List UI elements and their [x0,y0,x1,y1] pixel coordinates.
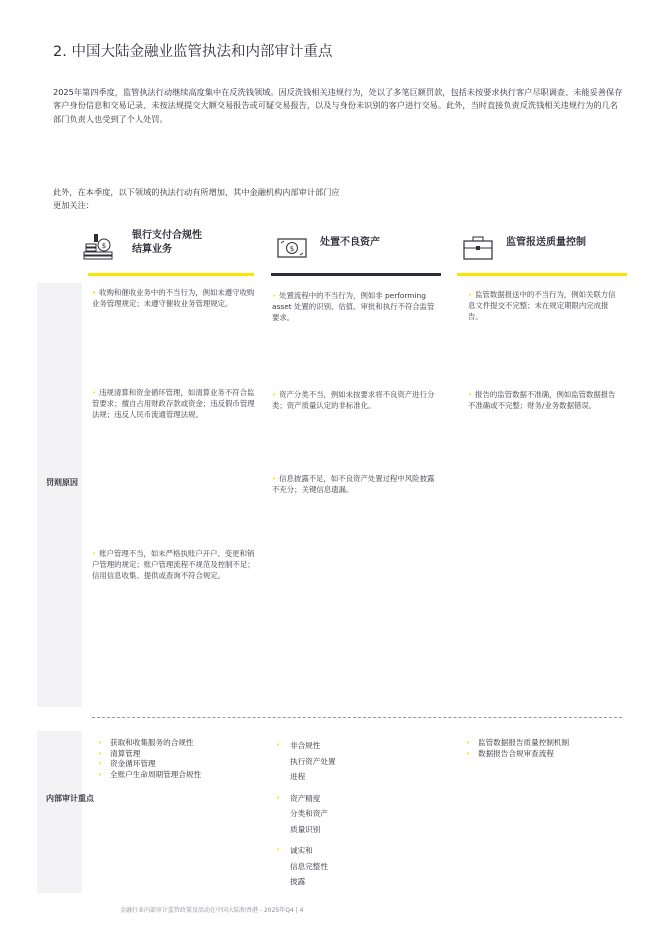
list-item: • 非合规性 执行资产处置 进程 [276,741,336,781]
penalty-cell: • 报告的监管数据不准确，例如监管数据报告不准确或不完整；财务/业务数据错误。 [468,390,616,410]
list-item: • 资金循环管理 [98,759,156,769]
briefcase-icon [462,233,494,267]
column-bar-payment [88,273,254,276]
penalty-cell: • 处置流程中的不当行为，例如非 performing asset 处置的识别、估值、审批和执行不符合监管要求。 [272,291,435,322]
column-bar-npa [271,273,441,276]
list-item: • 清算管理 [98,748,141,758]
list-item: • 监管数据报告质量控制机制 [466,738,570,747]
list-item: • 获取和收集服务的合规性 [98,738,194,747]
money-stack-icon [82,232,114,266]
column-title-payment: 银行支付合规性 结算业务 [132,230,202,255]
list-item: • 诚实和 信息完整性 披露 [276,846,328,886]
penalty-side-panel [37,283,82,707]
list-item: • 全账户生命周期管理合规性 [98,769,202,779]
lead-paragraph: 此外，在本季度，以下领域的执法行动有所增加，其中金融机构内部审计部门应更加关注： [53,187,340,210]
penalty-cell: • 信息披露不足，如不良资产处置过程中风险披露不充分；关键信息遗漏。 [272,474,435,494]
page-title: 2. 中国大陆金融业监管执法和内部审计重点 [53,44,333,60]
audit-list-npa [276,738,406,890]
column-bar-reporting [457,273,627,276]
penalty-cell: • 违规清算和资金循环管理，如清算业务不符合监管要求；擅自占用财政存款或资金；违反假币管理法规；违反人民币流通管理法规。 [92,388,255,419]
penalty-cell: • 账户管理不当，如未严格执账户开户、变更和销户管理的规定；账户管理流程不规范及控制不足；信用信息收集、提供或查询不符合规定。 [92,549,255,580]
penalty-label: 罚则原因 [46,478,78,487]
list-item: • 资产精度 分类和资产 质量识别 [276,793,328,834]
svg-text:$: $ [289,245,295,253]
page-footer: 金融行业内部审计监管政策及活动在中国大陆和香港 - 2025年Q4 | 4 [120,907,304,914]
audit-side-panel [37,731,82,893]
section-divider [92,717,622,718]
column-title-reporting: 监管报送质量控制 [506,237,586,248]
intro-paragraph: 2025年第四季度，监管执法行动继续高度集中在反洗钱领域。因反洗钱相关违规行为，处以了多笔巨额罚款，包括未按要求执行客户尽职调查、未能妥善保存客户身份信息和交易记录、未按法规提交大额交易报告或可疑交易报告，以及与身份未识别的客户进行交易。此外，当时直接负责反洗钱相关违规行为的几名部门负责人也受到了个人处罚。 [53,87,623,124]
penalty-cell: • 监管数据报送中的不当行为，例如关联方信息文件提交不完整；未在规定期限内完成报告。 [468,290,616,321]
penalty-cell: • 收购和催收业务中的不当行为，例如未遵守收购业务管理规定；未遵守催收业务管理规定。 [92,288,255,308]
audit-list-reporting [466,738,622,759]
svg-text:$: $ [101,242,107,250]
column-title-npa: 处置不良资产 [320,237,380,248]
list-item: • 数据报告合规审查流程 [466,748,554,758]
audit-list-payment [98,738,263,780]
banknote-icon [276,233,308,267]
audit-label: 内部审计重点 [46,794,94,803]
penalty-cell: • 资产分类不当，例如未按要求将不良资产进行分类；资产质量认定的非标准化。 [272,390,435,410]
